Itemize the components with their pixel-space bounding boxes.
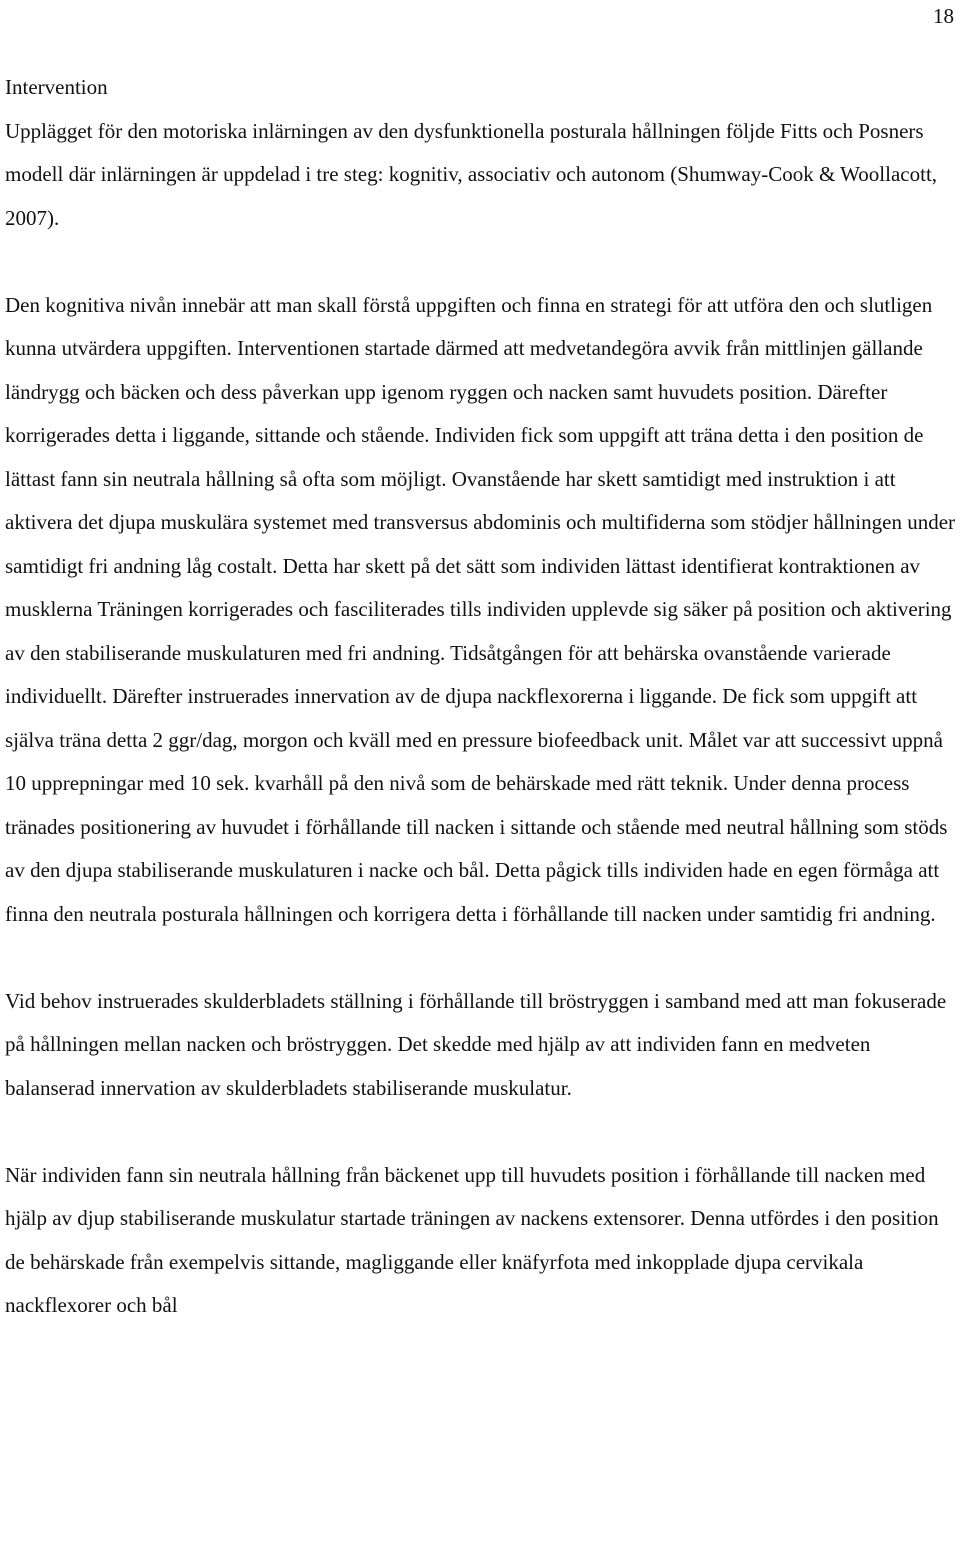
paragraph-neck-extensors: När individen fann sin neutrala hållning från bäckenet upp till huvudets position i förhållande till nacken med hjälp av djup stabiliserande muskulatur startade träningen av nackens extensorer. Denna utfördes i den position de behärskade från exempelvis sittande, magliggande eller knäfyrfota med inkopplade djupa cervikala nackflexorer och bål: [5, 1162, 939, 1317]
paragraph-cognitive-level: Den kognitiva nivån innebär att man skall förstå uppgiften och finna en strategi för att utföra den och slutligen kunna utvärdera uppgiften. Interventionen startade därmed att medvetandegöra avvik från mittlinjen gällande ländrygg och bäcken och dess påverkan upp igenom ryggen och nacken samt huvudets position. Därefter korrigerades detta i liggande, sittande och stående. Individen fick som uppgift att träna detta i den position de lättast fann sin neutrala hållning så ofta som möjligt. Ovanstående har skett samtidigt med instruktion i att aktivera det djupa muskulära systemet med transversus abdominis och multifiderna som stödjer hållningen under samtidigt fri andning låg costalt. Detta har skett på det sätt som individen lättast identifierat kontraktionen av musklerna Träningen korrigerades och fasciliterades tills individen upplevde sig säker på position och aktivering av den stabiliserande muskulaturen med fri andning. Tidsåtgången för att behärska ovanstående varierade individuellt. Därefter instruerades innervation av de djupa nackflexorerna i liggande. De fick som uppgift att själva träna detta 2 ggr/dag, morgon och kväll med en pressure biofeedback unit. Målet var att successivt uppnå 10 upprepningar med 10 sek. kvarhåll på den nivå som de behärskade med rätt teknik. Under denna process tränades positionering av huvudet i förhållande till nacken i sittande och stående med neutral hållning som stöds av den djupa stabiliserande muskulaturen i nacke och bål. Detta pågick tills individen hade en egen förmåga att finna den neutrala posturala hållningen och korrigera detta i förhållande till nacken under samtidig fri andning.: [5, 292, 956, 926]
paragraph-spacer: [5, 240, 957, 284]
paragraph-model-description: Upplägget för den motoriska inlärningen av den dysfunktionella posturala hållningen följde Fitts och Posners modell där inlärningen är uppdelad i tre steg: kognitiv, associativ och autonom (Shumway-Cook & Woollacott, 2007).: [5, 118, 938, 230]
paragraph-scapula: Vid behov instruerades skulderbladets ställning i förhållande till bröstryggen i samband med att man fokuserade på hållningen mellan nacken och bröstryggen. Det skedde med hjälp av att individen fann en medveten balanserad innervation av skulderbladets stabiliserande muskulatur.: [5, 988, 947, 1100]
document-body: [5, 66, 957, 1328]
page-number: 18: [933, 4, 954, 28]
paragraph-spacer: [5, 936, 957, 980]
section-heading: Intervention: [5, 75, 108, 99]
paragraph-spacer: [5, 1110, 957, 1154]
